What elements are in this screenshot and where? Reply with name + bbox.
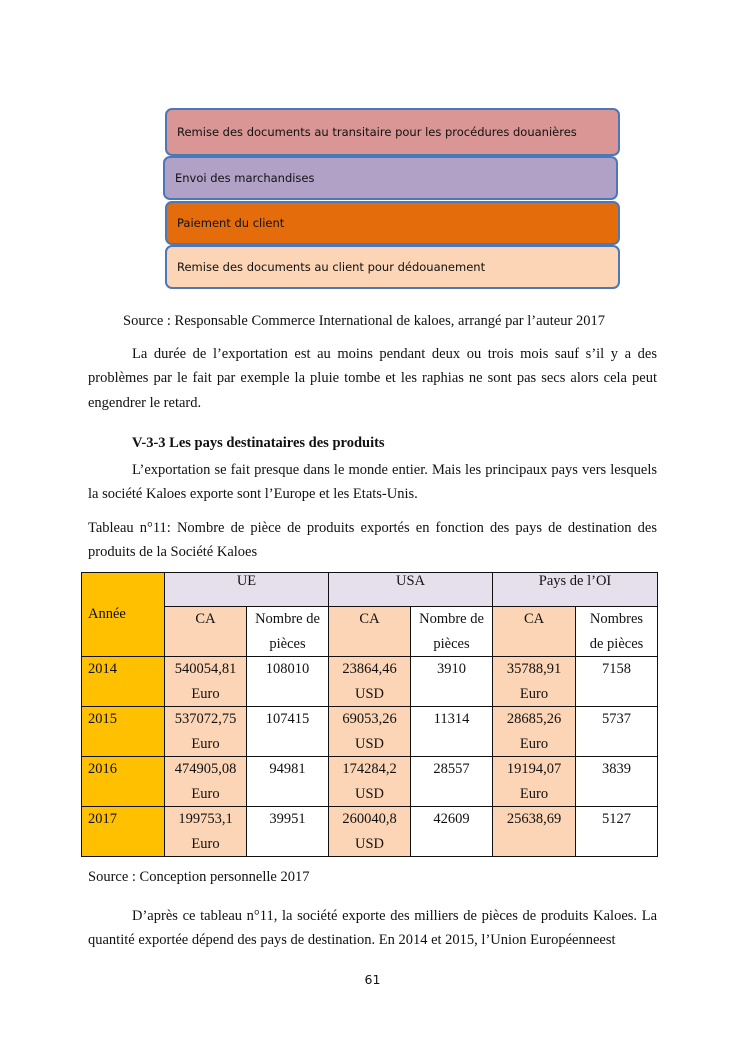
ca-cell: 260040,8 USD [329,807,411,857]
table-source: Source : Conception personnelle 2017 [88,869,310,885]
year-cell: 2015 [82,707,165,757]
process-step-label: Remise des documents au transitaire pour les procédures douanières [177,125,577,139]
ca-cell: 199753,1 Euro [165,807,247,857]
export-table [81,572,658,857]
count-cell: 42609 [411,807,493,857]
table-header-row [82,573,658,607]
year-header: Année [82,573,165,657]
year-cell: 2014 [82,657,165,707]
ca-cell: 540054,81 Euro [165,657,247,707]
ca-cell: 25638,69 [493,807,576,857]
group-header-usa: USA [329,573,493,607]
count-cell: 108010 [247,657,329,707]
subheader-ca: CA [493,607,576,657]
count-cell: 107415 [247,707,329,757]
subheader-ca: CA [165,607,247,657]
count-cell: 94981 [247,757,329,807]
process-step-3 [165,201,620,245]
subheader-ca: CA [329,607,411,657]
count-cell: 3839 [576,757,658,807]
ca-cell: 174284,2 USD [329,757,411,807]
subheader-count: Nombres de pièces [576,607,658,657]
ca-cell: 28685,26 Euro [493,707,576,757]
ca-cell: 35788,91 Euro [493,657,576,707]
table-row [82,707,658,757]
count-cell: 5737 [576,707,658,757]
year-cell: 2016 [82,757,165,807]
table-row [82,807,658,857]
subheader-count: Nombre de pièces [247,607,329,657]
count-cell: 11314 [411,707,493,757]
process-step-1 [165,108,620,156]
table-row [82,657,658,707]
paragraph-analysis: D’après ce tableau n°11, la société exporte des milliers de pièces de produits Kaloes. La quantité exportée dépend des pays de destination. En 2014 et 2015, l’Union Européenneest [88,908,657,949]
ca-cell: 474905,08 Euro [165,757,247,807]
process-step-2 [163,156,618,200]
year-cell: 2017 [82,807,165,857]
process-step-label: Envoi des marchandises [175,171,315,185]
ca-cell: 537072,75 Euro [165,707,247,757]
process-step-label: Paiement du client [177,216,285,230]
page-number: 61 [364,972,381,987]
table-subheader-row [82,607,658,657]
group-header-ue: UE [165,573,329,607]
ca-cell: 19194,07 Euro [493,757,576,807]
count-cell: 3910 [411,657,493,707]
process-step-4 [165,245,620,289]
process-step-label: Remise des documents au client pour dédouanement [177,260,486,274]
count-cell: 28557 [411,757,493,807]
table-row [82,757,658,807]
ca-cell: 69053,26 USD [329,707,411,757]
section-heading: V-3-3 Les pays destinataires des produits [132,435,385,451]
count-cell: 7158 [576,657,658,707]
table-caption: Tableau n°11: Nombre de pièce de produits exportés en fonction des pays de destination des produits de la Société Kaloes [88,520,657,561]
subheader-count: Nombre de pièces [411,607,493,657]
diagram-source: Source : Responsable Commerce International de kaloes, arrangé par l’auteur 2017 [123,313,605,329]
paragraph-destinations: L’exportation se fait presque dans le monde entier. Mais les principaux pays vers lesquels la société Kaloes exporte sont l’Europe et les Etats-Unis. [88,462,657,503]
ca-cell: 23864,46 USD [329,657,411,707]
group-header-oi: Pays de l’OI [493,573,658,607]
paragraph-duration: La durée de l’exportation est au moins pendant deux ou trois mois sauf s’il y a des problèmes par le fait par exemple la pluie tombe et les raphias ne sont pas secs alors cela peut engendrer le retard. [88,346,657,411]
count-cell: 5127 [576,807,658,857]
count-cell: 39951 [247,807,329,857]
